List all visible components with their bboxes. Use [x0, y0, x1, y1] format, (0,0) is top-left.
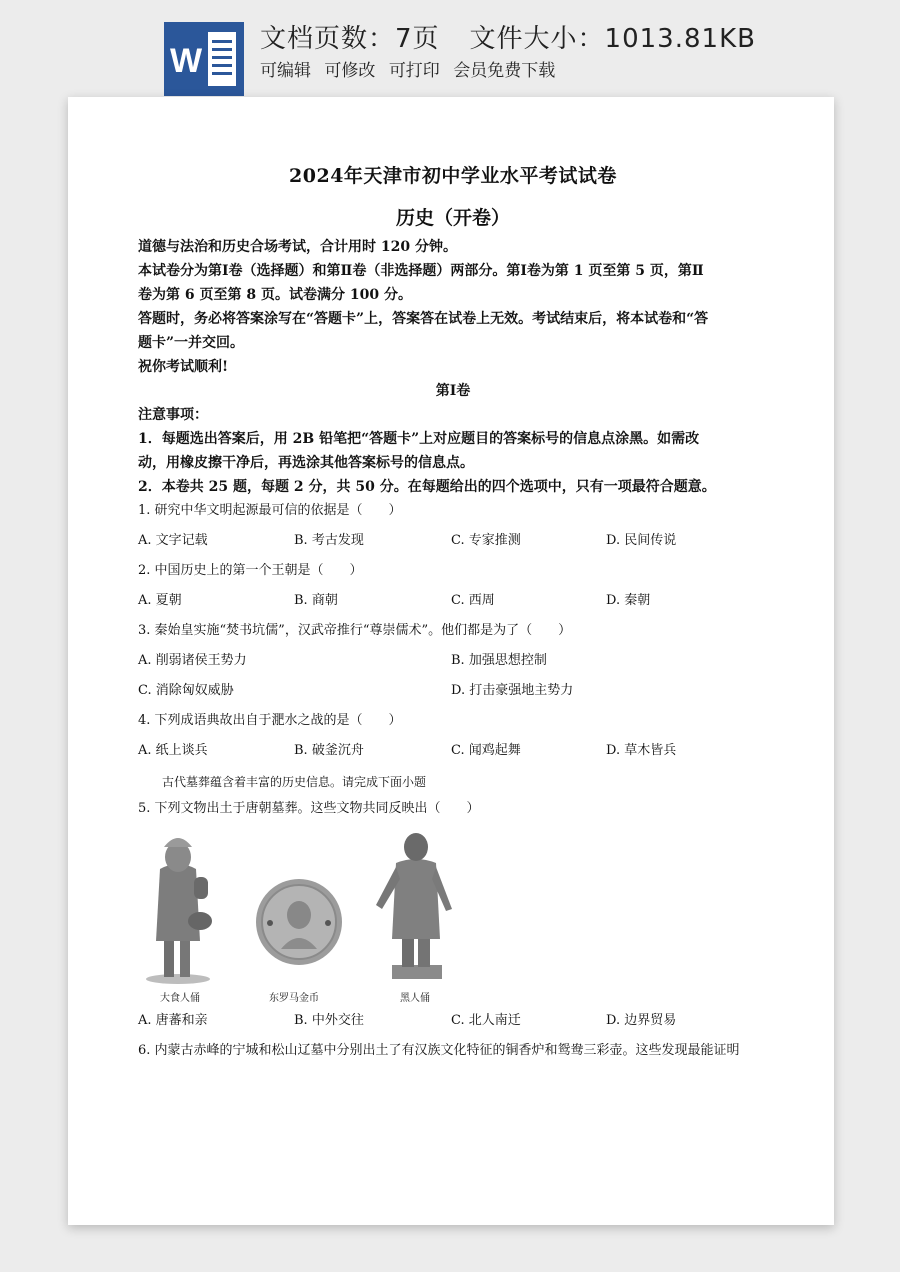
option-c: C. 消除匈奴威胁	[138, 683, 234, 698]
question-3: 3. 秦始皇实施“焚书坑儒”，汉武帝推行“尊崇儒术”。他们都是为了（ ）	[138, 623, 572, 638]
option-c: C. 北人南迁	[451, 1013, 521, 1028]
option-c: C. 专家推测	[451, 533, 521, 548]
question-4-options	[138, 741, 768, 761]
question-1-options	[138, 531, 768, 551]
feature-editable: 可编辑	[260, 61, 311, 81]
option-b: B. 加强思想控制	[451, 653, 547, 668]
option-d: D. 打击豪强地主势力	[451, 683, 574, 698]
option-d: D. 边界贸易	[606, 1013, 677, 1028]
feature-modifiable: 可修改	[324, 61, 376, 81]
question-6: 6. 内蒙古赤峰的宁城和松山辽墓中分别出土了有汉族文化特征的铜香炉和鸳鸯三彩壶。这些发现最能证明	[138, 1043, 740, 1058]
question-1: 1. 研究中华文明起源最可信的依据是（ ）	[138, 503, 402, 518]
figurine-image	[138, 829, 216, 985]
intro-line: 题卡”一并交回。	[138, 335, 245, 351]
question-2: 2. 中国历史上的第一个王朝是（ ）	[138, 563, 363, 578]
option-b: B. 考古发现	[294, 533, 364, 548]
option-a: A. 唐蕃和亲	[138, 1013, 208, 1028]
feature-printable: 可打印	[388, 61, 440, 81]
notice-line: 2．本卷共 25 题，每题 2 分，共 50 分。在每题给出的四个选项中，只有一项最符合题意。	[138, 479, 716, 495]
intro-line: 答题时，务必将答案涂写在“答题卡”上，答案答在试卷上无效。考试结束后，将本试卷和“答	[138, 311, 709, 327]
option-b: B. 中外交往	[294, 1013, 364, 1028]
option-d: D. 民间传说	[606, 533, 677, 548]
figure-label-byzantine-coin: 东罗马金币	[269, 993, 319, 1004]
option-b: B. 破釜沉舟	[294, 743, 364, 758]
word-icon-letter: W	[170, 42, 203, 80]
option-c: C. 闻鸡起舞	[451, 743, 521, 758]
banner-title	[260, 18, 756, 55]
intro-line: 卷为第 6 页至第 8 页。试卷满分 100 分。	[138, 287, 412, 303]
question-4: 4. 下列成语典故出自于淝水之战的是（ ）	[138, 713, 402, 728]
notice-title: 注意事项：	[138, 407, 208, 423]
option-b: B. 商朝	[294, 593, 338, 608]
exam-title: 2024年天津市初中学业水平考试试卷	[289, 165, 617, 187]
intro-line: 道德与法治和历史合场考试，合计用时 120 分钟。	[138, 239, 457, 255]
word-icon	[164, 22, 244, 96]
question-3-options-row2	[138, 681, 768, 701]
exam-subtitle: 历史（开卷）	[395, 207, 510, 229]
option-a: A. 削弱诸侯王势力	[138, 653, 247, 668]
download-banner	[0, 0, 900, 100]
option-a: A. 文字记载	[138, 533, 208, 548]
coin-image	[254, 877, 344, 967]
notice-line: 1．每题选出答案后，用 2B 铅笔把“答题卡”上对应题目的答案标号的信息点涂黑。如需改	[138, 431, 700, 447]
intro-line: 祝你考试顺利!	[138, 359, 229, 375]
option-a: A. 纸上谈兵	[138, 743, 208, 758]
notice-line: 动，用橡皮擦干净后，再选涂其他答案标号的信息点。	[138, 455, 474, 471]
document-page	[68, 97, 834, 1225]
group-intro: 古代墓葬蕴含着丰富的历史信息。请完成下面小题	[162, 775, 427, 789]
option-d: D. 草木皆兵	[606, 743, 677, 758]
artifact-figures	[138, 829, 768, 1005]
file-size: 文件大小：1013.81KB	[469, 24, 756, 54]
question-5-options	[138, 1011, 768, 1031]
question-2-options	[138, 591, 768, 611]
figure-label-black-figurine: 黑人俑	[400, 993, 430, 1004]
feature-list	[260, 56, 563, 81]
question-5: 5. 下列文物出土于唐朝墓葬。这些文物共同反映出（ ）	[138, 801, 480, 816]
section-heading: 第Ⅰ卷	[435, 383, 471, 399]
question-3-options-row1	[138, 651, 768, 671]
intro-line: 本试卷分为第Ⅰ卷（选择题）和第Ⅱ卷（非选择题）两部分。第Ⅰ卷为第 1 页至第 5 页，第Ⅱ	[138, 263, 704, 279]
feature-member-download: 会员免费下载	[453, 61, 556, 81]
option-c: C. 西周	[451, 593, 495, 608]
page-count: 文档页数：7页	[260, 24, 440, 54]
option-a: A. 夏朝	[138, 593, 182, 608]
figure-label-dashi-figurine: 大食人俑	[160, 993, 200, 1004]
option-d: D. 秦朝	[606, 593, 651, 608]
figurine-image	[372, 829, 456, 985]
